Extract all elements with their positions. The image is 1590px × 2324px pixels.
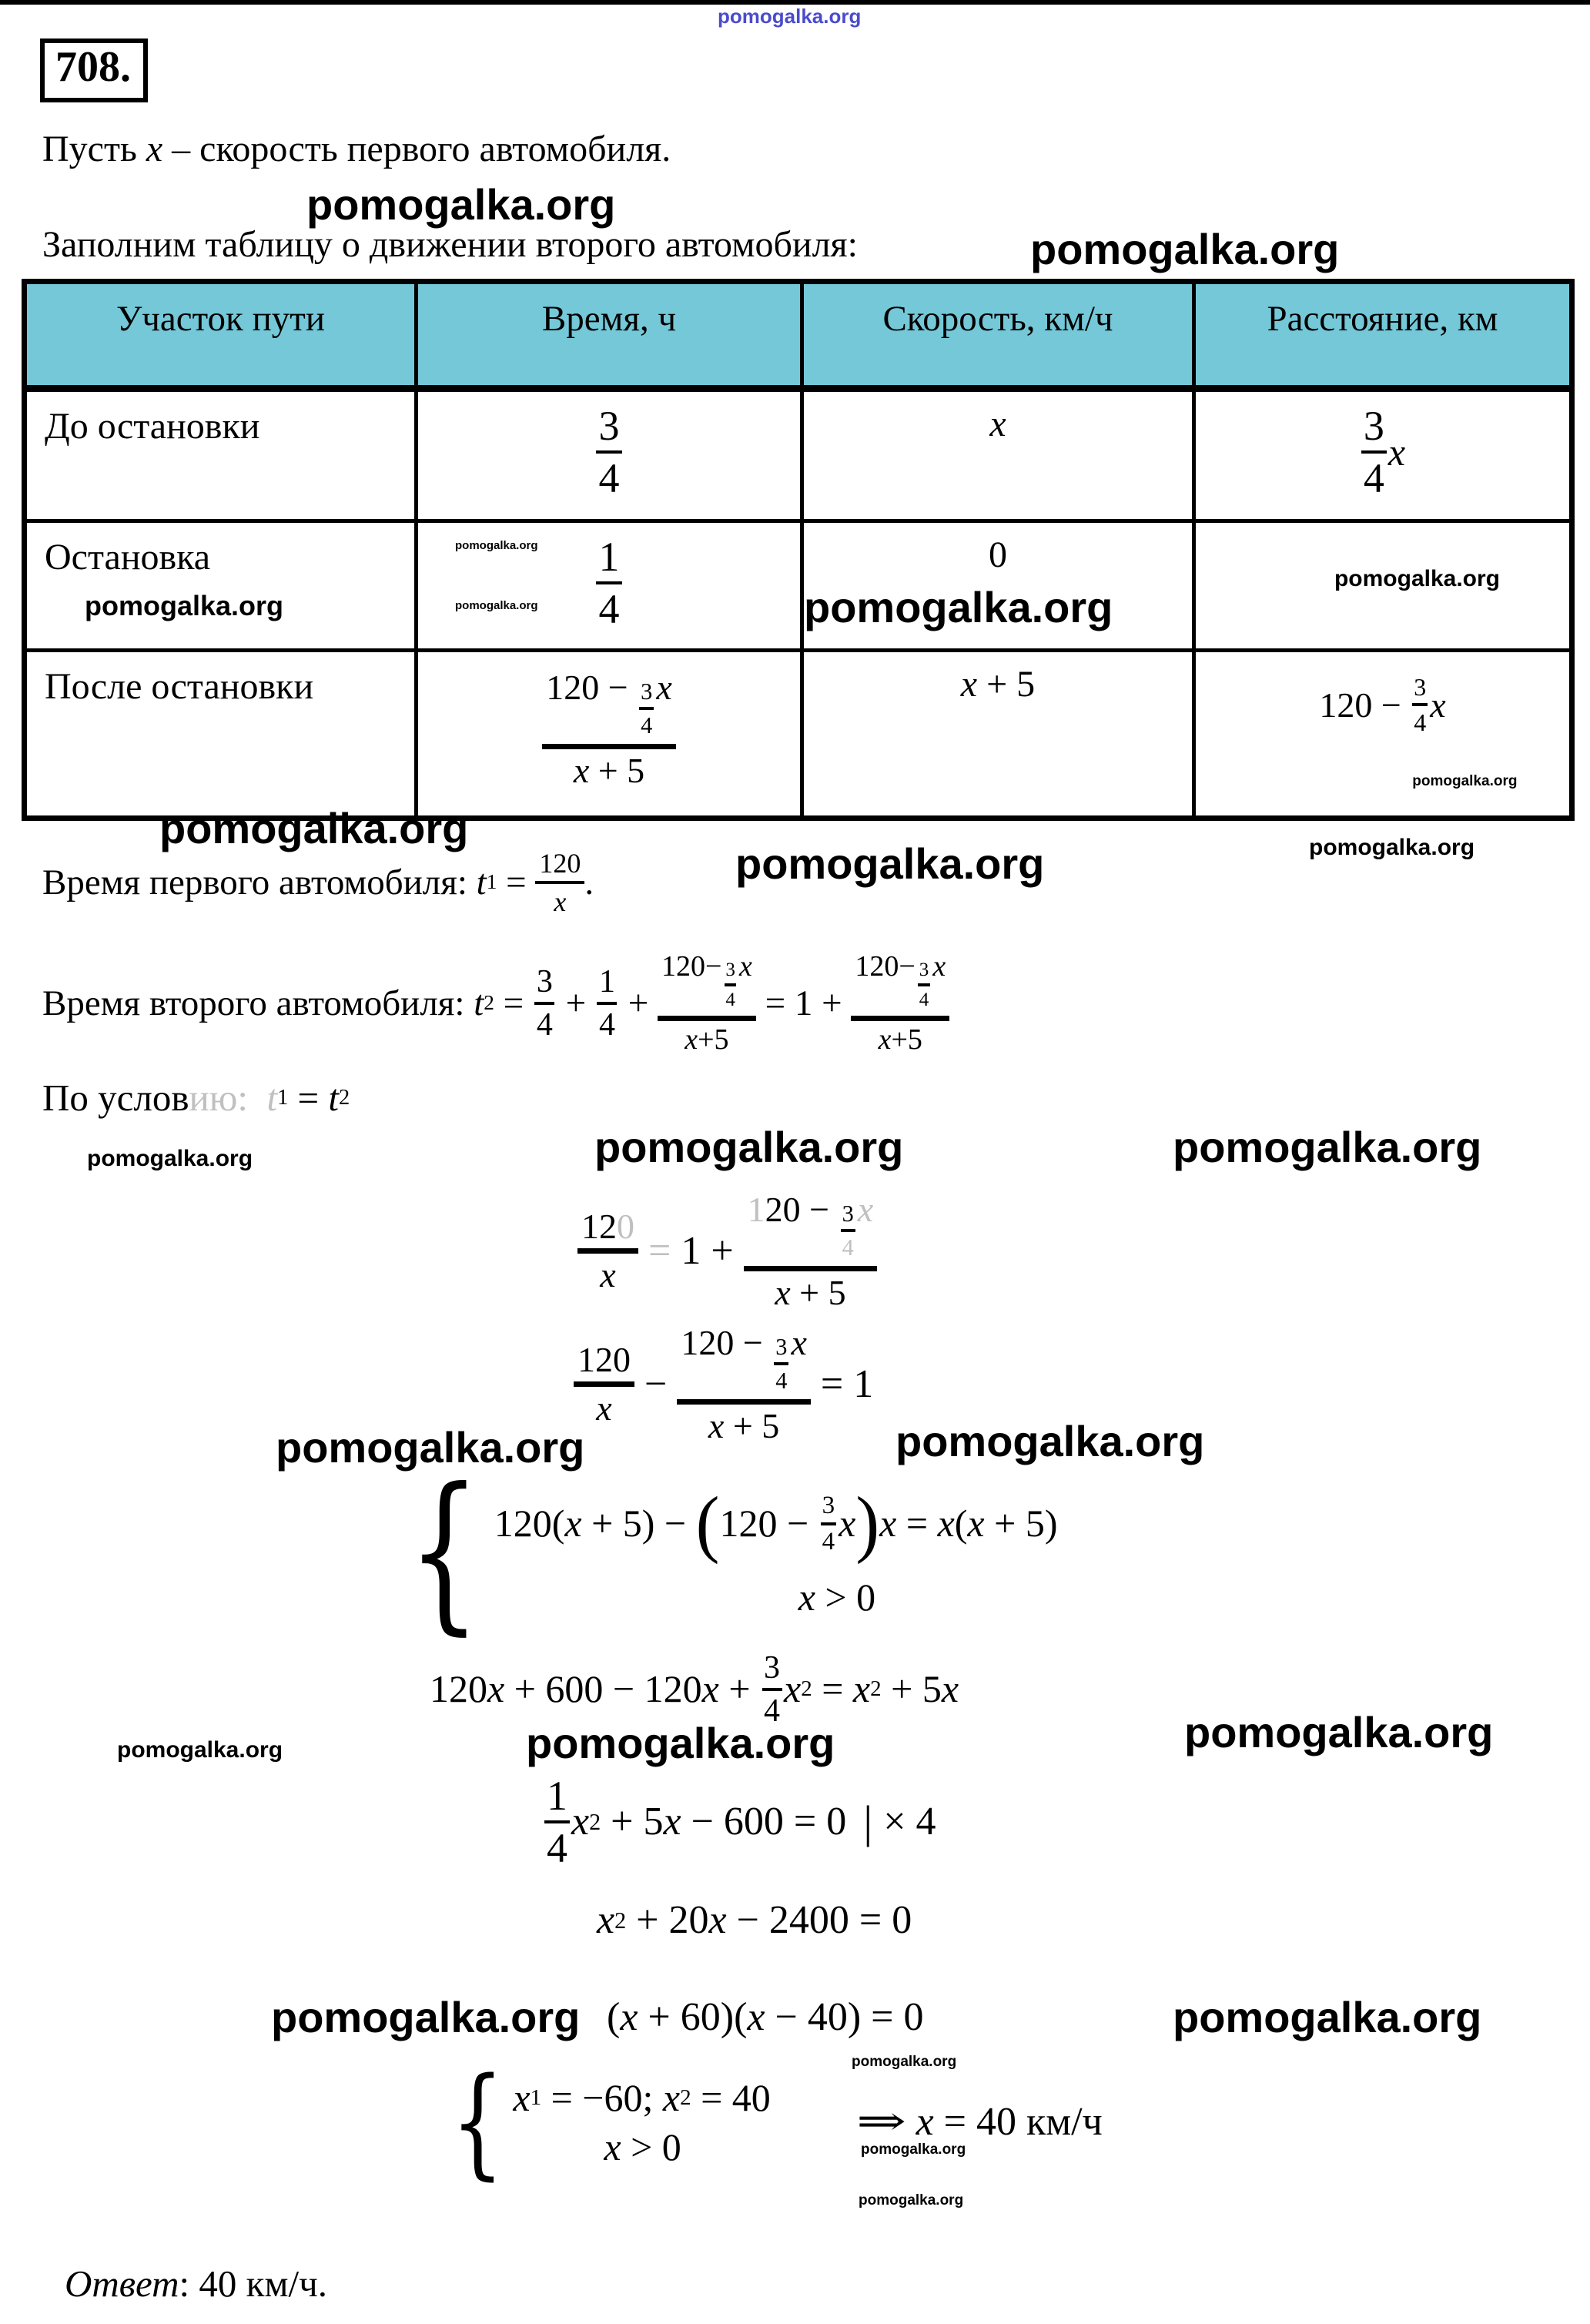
watermark: pomogalka.org bbox=[455, 539, 538, 552]
row2-time-cell bbox=[417, 521, 802, 651]
watermark: pomogalka.org bbox=[861, 2141, 966, 2158]
watermark: pomogalka.org bbox=[85, 590, 284, 621]
intro-line-1 bbox=[42, 128, 671, 170]
equation-f: x 2 + 20 x − 2400 = 0 bbox=[597, 1898, 912, 1942]
equation-e: $\frac{1}{4}$ x 2 + 5 x − 600 = 0 | × 4 bbox=[543, 1773, 936, 1871]
row1-label-cell bbox=[25, 389, 417, 521]
fraction-120-x: $\frac{120}{x}$ bbox=[535, 847, 584, 918]
equation-g: ( x + 60 ) ( x − 40 ) = 0 bbox=[607, 1995, 924, 2039]
equation-system-1 bbox=[399, 1451, 1058, 1651]
system-line-2: x > 0 bbox=[798, 1576, 876, 1619]
fraction-120-x: 120 x bbox=[574, 1340, 634, 1428]
implies-arrow: ⇒ bbox=[856, 2100, 907, 2144]
watermark: pomogalka.org bbox=[594, 1123, 904, 1171]
answer-word: Ответ bbox=[65, 2262, 179, 2305]
watermark: pomogalka.org bbox=[1173, 1123, 1482, 1171]
row1-distance-cell bbox=[1194, 389, 1572, 521]
watermark: pomogalka.org bbox=[271, 1993, 581, 2041]
equation-b: 120 x − 120 − 3 4 x x + 5 = 1 bbox=[574, 1323, 873, 1446]
equation-t2: Время второго автомобиля: t 2 = $\frac{3}{4}$ + $\frac{1}{4}$ + 120 − 3 4 x x +5 = 1 + 120 − 3 4 x x +5 bbox=[42, 949, 949, 1057]
fraction-3-4: $\frac{3}{4}$ bbox=[760, 1649, 784, 1730]
row3-time-cell bbox=[417, 651, 802, 819]
system-line-1: 120 ( x + 5 ) − ( 120 − 3 4 x ) x = x ( x + 5 ) bbox=[494, 1482, 1058, 1566]
fraction-compound: 120 − 3 4 x x + 5 bbox=[677, 1323, 811, 1446]
fraction-compound: 1 20 − 3 4 x x + 5 bbox=[744, 1190, 878, 1313]
watermark: pomogalka.org bbox=[306, 180, 616, 229]
watermark: pomogalka.org bbox=[455, 599, 538, 612]
watermark: pomogalka.org bbox=[852, 2054, 957, 2070]
speed-x: x bbox=[989, 404, 1006, 444]
table-row bbox=[25, 389, 1572, 521]
left-brace: { bbox=[407, 1451, 480, 1651]
intro1-post: – скорость первого автомобиля. bbox=[162, 129, 671, 169]
watermark: pomogalka.org bbox=[159, 804, 469, 852]
conclusion-line: ⇒ x = 40 км/ч bbox=[856, 2100, 1103, 2144]
fraction-3-4: $\frac{3}{4}$ bbox=[533, 963, 557, 1043]
fraction-1-4: $\frac{1}{4}$ bbox=[595, 963, 619, 1043]
condition-line: По услов ию: t 1 = t 2 bbox=[42, 1077, 350, 1119]
table-header-row bbox=[25, 282, 1572, 389]
watermark: pomogalka.org bbox=[1030, 225, 1340, 273]
answer-value: : 40 км/ч. bbox=[179, 2262, 327, 2305]
row2-label-cell bbox=[25, 521, 417, 651]
row2-distance-cell bbox=[1194, 521, 1572, 651]
watermark: pomogalka.org bbox=[1173, 1993, 1482, 2041]
row3-distance-cell bbox=[1194, 651, 1572, 819]
watermark: pomogalka.org bbox=[1184, 1708, 1494, 1756]
header-cell-speed: Скорость, км/ч bbox=[802, 282, 1194, 389]
watermark: pomogalka.org bbox=[895, 1417, 1205, 1465]
equation-a: 12 0 x = 1 + 1 20 − 3 4 x x + 5 bbox=[577, 1190, 877, 1313]
watermark: pomogalka.org bbox=[1334, 566, 1500, 591]
fraction-compound: 120 − 3 4 x x +5 bbox=[851, 949, 949, 1057]
fraction-compound: 120 − 3 4 x x +5 bbox=[658, 949, 756, 1057]
watermark: pomogalka.org bbox=[87, 1146, 253, 1171]
fraction-3-4: $\frac{3}{4}$ bbox=[595, 403, 624, 501]
speed-zero: 0 bbox=[989, 534, 1007, 575]
t2-label: Время второго автомобиля: bbox=[42, 983, 474, 1023]
watermark: pomogalka.org bbox=[804, 583, 1113, 631]
row3-speed-cell bbox=[802, 651, 1194, 819]
watermark-top-blue: pomogalka.org bbox=[718, 5, 862, 28]
t1-label: Время первого автомобиля: bbox=[42, 862, 477, 902]
problem-number: 708. bbox=[40, 39, 148, 102]
row1-time-cell bbox=[417, 389, 802, 521]
equation-roots-system bbox=[448, 2052, 771, 2192]
fraction-120-x: 12 0 x bbox=[577, 1207, 638, 1295]
table-row bbox=[25, 651, 1572, 819]
fraction-1-4: $\frac{1}{4}$ bbox=[543, 1773, 571, 1871]
motion-table bbox=[22, 279, 1575, 821]
intro1-pre: Пусть bbox=[42, 129, 146, 169]
multiply-bar: | bbox=[863, 1796, 873, 1847]
watermark: pomogalka.org bbox=[117, 1737, 283, 1763]
fraction-1-4: $\frac{1}{4}$ bbox=[595, 534, 624, 632]
intro1-var-x: x bbox=[146, 129, 163, 169]
header-cell-time: Время, ч bbox=[417, 282, 802, 389]
watermark: pomogalka.org bbox=[276, 1423, 585, 1472]
expr-3-4-x: $\frac{3}{4}$ x bbox=[1360, 403, 1405, 501]
row3-label: После остановки bbox=[45, 666, 314, 707]
row1-label: До остановки bbox=[45, 406, 260, 447]
row1-speed-cell bbox=[802, 389, 1194, 521]
watermark: pomogalka.org bbox=[735, 839, 1045, 888]
times-4: × 4 bbox=[883, 1800, 936, 1844]
left-brace: { bbox=[450, 2052, 504, 2192]
equation-t1: Время первого автомобиля: t 1 = $\frac{120}{x}$ . bbox=[42, 848, 594, 917]
table-row bbox=[25, 521, 1572, 651]
expr-120-minus-3-4-x: 120 − $\frac{3}{4}$ x bbox=[1319, 673, 1446, 736]
fraction-compound-time: 120 − 3 4 x x + 5 bbox=[542, 668, 676, 791]
intro-line-2: Заполним таблицу о движении второго автомобиля: bbox=[42, 224, 858, 265]
header-cell-distance: Расстояние, км bbox=[1194, 282, 1572, 389]
header-cell-section: Участок пути bbox=[25, 282, 417, 389]
watermark: pomogalka.org bbox=[1309, 835, 1475, 860]
roots-line: x 1 = −60; x 2 = 40 bbox=[513, 2076, 771, 2119]
watermark: pomogalka.org bbox=[859, 2192, 964, 2208]
constraint-line: x > 0 bbox=[604, 2125, 681, 2168]
row2-label: Остановка bbox=[45, 537, 211, 578]
expr-x-plus-5: x + 5 bbox=[960, 664, 1036, 705]
row2-speed-cell bbox=[802, 521, 1194, 651]
watermark: pomogalka.org bbox=[1412, 773, 1518, 789]
watermark: pomogalka.org bbox=[526, 1719, 835, 1767]
equation-d: 120 x + 600 − 120 x + $\frac{3}{4}$ x 2 = x 2 + 5 x bbox=[430, 1650, 959, 1729]
answer-line bbox=[65, 2262, 327, 2306]
row3-label-cell bbox=[25, 651, 417, 819]
